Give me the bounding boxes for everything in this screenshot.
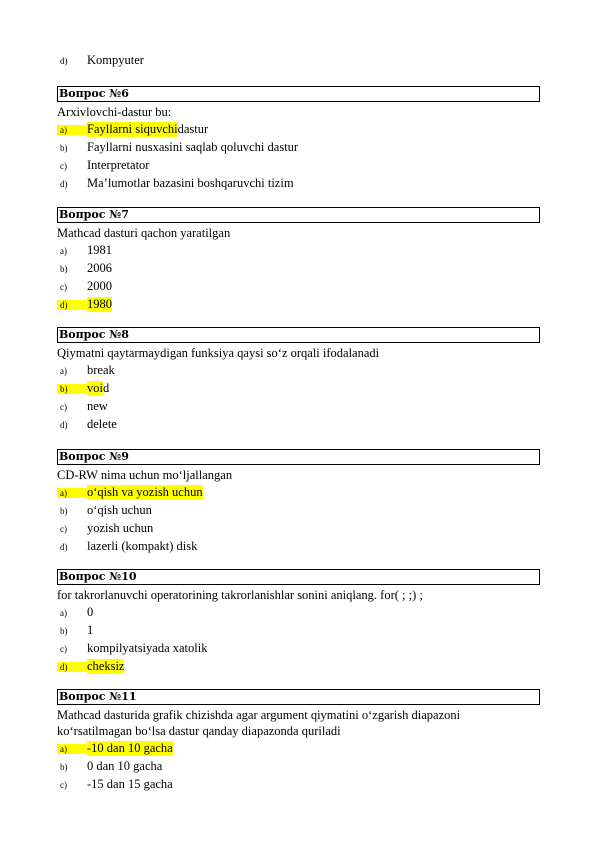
option-letter: b) xyxy=(57,384,87,394)
option-row xyxy=(57,658,124,675)
option-row xyxy=(57,296,112,313)
option-row xyxy=(57,640,207,657)
option-text: kompilyatsiyada xatolik xyxy=(87,641,208,655)
option-text: break xyxy=(87,363,115,377)
question-text: Qiymatni qaytarmaydigan funksiya qaysi so‘z orqali ifodalanadi xyxy=(57,346,380,360)
option-row xyxy=(57,157,149,174)
option-row xyxy=(57,622,93,639)
option-text-highlighted: Fayllarni siquvchi xyxy=(87,122,178,136)
option-text: 0 xyxy=(87,605,94,619)
option-row xyxy=(57,604,93,621)
option-letter: d) xyxy=(60,55,68,66)
option-letter: a) xyxy=(57,488,87,498)
option-letter: b) xyxy=(60,142,68,153)
option-text: yozish uchun xyxy=(87,521,154,535)
option-row xyxy=(57,740,173,757)
option-row xyxy=(57,139,298,156)
option-text: 2006 xyxy=(87,261,112,275)
option-text: d xyxy=(102,381,110,395)
option-row xyxy=(57,538,197,555)
option-letter: a) xyxy=(57,744,87,754)
option-letter: c) xyxy=(60,401,67,412)
option-text: Fayllarni nusxasini saqlab qoluvchi dastur xyxy=(87,140,299,154)
option-row xyxy=(57,175,294,192)
option-letter: a) xyxy=(57,125,87,135)
option-letter: d) xyxy=(60,419,68,430)
option-row xyxy=(57,380,109,397)
option-text-highlighted: -10 dan 10 gacha xyxy=(87,741,173,755)
option-letter: a) xyxy=(60,365,67,376)
option-row xyxy=(57,520,153,537)
option-row xyxy=(57,52,144,69)
option-text-highlighted: 1980 xyxy=(87,297,112,311)
option-text: Interpretator xyxy=(87,158,150,172)
option-text: delete xyxy=(87,417,117,431)
question-text: CD-RW nima uchun mo‘ljallangan xyxy=(57,468,233,482)
question-header: Вопрос №6 xyxy=(57,86,540,102)
option-text: -15 dan 15 gacha xyxy=(87,777,173,791)
option-row xyxy=(57,776,173,793)
option-letter: d) xyxy=(57,662,87,672)
option-text: 2000 xyxy=(87,279,112,293)
option-text-highlighted: voi xyxy=(87,381,103,395)
option-row xyxy=(57,398,108,415)
question-header: Вопрос №11 xyxy=(57,689,540,705)
option-letter: b) xyxy=(60,625,68,636)
option-row xyxy=(57,484,203,501)
question-header: Вопрос №9 xyxy=(57,449,540,465)
option-text: Kompyuter xyxy=(87,53,144,67)
question-text: Mathcad dasturi qachon yaratilgan xyxy=(57,226,231,240)
option-row xyxy=(57,362,115,379)
option-letter: d) xyxy=(60,178,68,189)
option-text-highlighted: o‘qish va yozish uchun xyxy=(87,485,203,499)
option-text: 1981 xyxy=(87,243,112,257)
option-letter: d) xyxy=(60,541,68,552)
question-header: Вопрос №10 xyxy=(57,569,540,585)
option-letter: b) xyxy=(60,505,68,516)
option-text-highlighted: cheksiz xyxy=(87,659,125,673)
option-letter: d) xyxy=(57,300,87,310)
option-letter: c) xyxy=(60,160,67,171)
option-letter: b) xyxy=(60,761,68,772)
option-row xyxy=(57,260,112,277)
question-text: Mathcad dasturida grafik chizishda agar argument qiymatini o‘zgarish diapazoni ko‘rsatilmagan bo‘lsa dastur qanday diapazonda quriladi xyxy=(57,708,461,738)
option-row xyxy=(57,242,112,259)
question-text: Arxivlovchi-dastur bu: xyxy=(57,105,172,119)
option-text: new xyxy=(87,399,108,413)
option-letter: c) xyxy=(60,281,67,292)
question-header: Вопрос №8 xyxy=(57,327,540,343)
option-letter: a) xyxy=(60,607,67,618)
question-header: Вопрос №7 xyxy=(57,207,540,223)
option-letter: a) xyxy=(60,245,67,256)
option-text: o‘qish uchun xyxy=(87,503,152,517)
option-row xyxy=(57,416,117,433)
option-letter: c) xyxy=(60,523,67,534)
option-row xyxy=(57,121,208,138)
option-row xyxy=(57,758,162,775)
option-text: 1 xyxy=(87,623,94,637)
question-text: for takrorlanuvchi operatorining takrorlanishlar sonini aniqlang. for( ; ;) ; xyxy=(57,588,423,602)
option-letter: c) xyxy=(60,779,67,790)
option-letter: c) xyxy=(60,643,67,654)
option-row xyxy=(57,278,112,295)
option-text: dastur xyxy=(177,122,209,136)
option-row xyxy=(57,502,152,519)
option-text: 0 dan 10 gacha xyxy=(87,759,163,773)
option-text: Ma’lumotlar bazasini boshqaruvchi tizim xyxy=(87,176,294,190)
option-text: lazerli (kompakt) disk xyxy=(87,539,198,553)
option-letter: b) xyxy=(60,263,68,274)
